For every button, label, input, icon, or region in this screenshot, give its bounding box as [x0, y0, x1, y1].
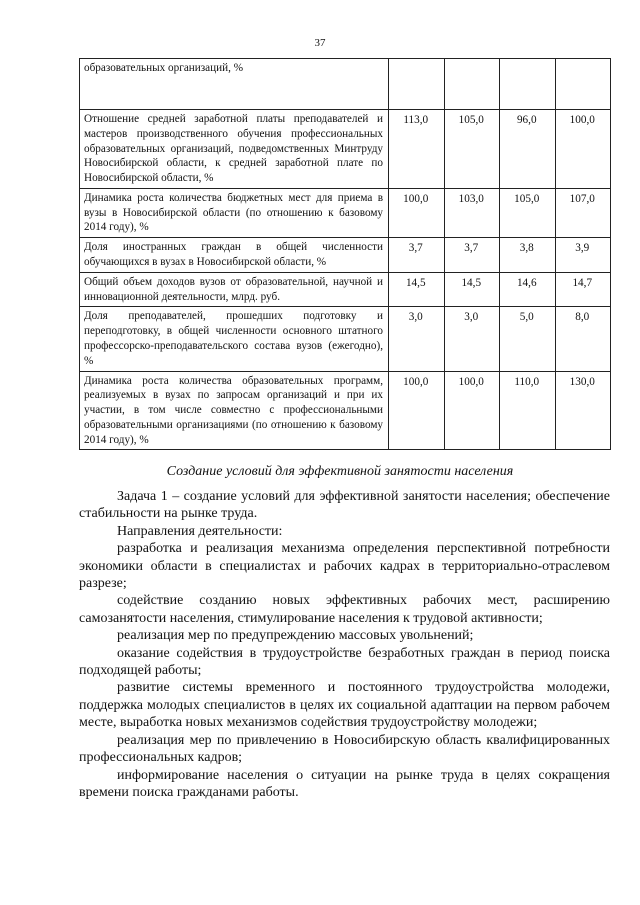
indicators-table [79, 58, 611, 450]
indicator-value: 8,0 [555, 307, 611, 371]
paragraph: содействие созданию новых эффективных рабочих мест, расширению самозанятости населения, стимулирование населения к трудовой активности; [79, 593, 610, 626]
indicator-name: образовательных организаций, % [80, 59, 389, 110]
table-row [80, 110, 611, 189]
indicator-name: Отношение средней заработной платы преподавателей и мастеров производственного обучения профессиональных образовательных организаций, подведомственных Минтруду Новосибирской области, к средней заработной плате по Новосибирской области, % [80, 110, 389, 189]
paragraph: Направления деятельности: [117, 523, 283, 539]
paragraph: Задача 1 – создание условий для эффективной занятости населения; обеспечение стабильности на рынке труда. [79, 489, 610, 522]
indicator-value: 5,0 [500, 307, 556, 371]
indicator-name: Динамика роста количества образовательных программ, реализуемых в вузах по запросам организаций и при их участии, в том числе совместно с профессиональными образовательными организациями (по отношению к базовому 2014 году), % [80, 371, 389, 450]
paragraph: разработка и реализация механизма определения перспективной потребности экономики области в специалистах и рабочих кадрах в территориально-отраслевом разрезе; [79, 541, 610, 592]
indicator-value: 100,0 [389, 371, 445, 450]
indicator-value: 105,0 [444, 110, 500, 189]
indicator-value: 3,0 [389, 307, 445, 371]
table-row [80, 371, 611, 450]
indicator-value: 3,0 [444, 307, 500, 371]
indicator-value: 3,7 [389, 238, 445, 273]
indicator-value: 14,5 [389, 272, 445, 307]
paragraph: развитие системы временного и постоянного трудоустройства молодежи, поддержка молодых специалистов в целях их социальной адаптации на первом рабочем месте, выработка новых механизмов содействия трудоустройству молодежи; [79, 680, 610, 731]
table-row [80, 238, 611, 273]
indicator-name: Доля преподавателей, прошедших подготовку и переподготовку, в общей численности основного штатного профессорско-преподавательского состава вузов (ежегодно), % [80, 307, 389, 371]
paragraph: реализация мер по предупреждению массовых увольнений; [117, 628, 474, 644]
indicator-value: 3,8 [500, 238, 556, 273]
indicator-value: 103,0 [444, 188, 500, 237]
indicator-value [444, 59, 500, 110]
paragraph: оказание содействия в трудоустройстве безработных граждан в период поиска подходящей работы; [79, 645, 610, 679]
table-row [80, 307, 611, 371]
table-row [80, 59, 611, 110]
indicator-value: 110,0 [500, 371, 556, 450]
indicator-value [389, 59, 445, 110]
table-row [80, 272, 611, 307]
indicator-value: 105,0 [500, 188, 556, 237]
table-row [80, 188, 611, 237]
section-title: Создание условий для эффективной занятости населения [166, 464, 514, 479]
indicator-name: Динамика роста количества бюджетных мест для приема в вузы в Новосибирской области (по отношению к базовому 2014 году), % [80, 188, 389, 237]
paragraph: информирование населения о ситуации на рынке труда в целях сокращения времени поиска гражданами работы. [79, 767, 610, 800]
indicator-value: 130,0 [555, 371, 611, 450]
indicator-value [555, 59, 611, 110]
indicator-name: Доля иностранных граждан в общей численности обучающихся в вузах в Новосибирской области, % [80, 238, 389, 273]
indicator-value: 3,7 [444, 238, 500, 273]
indicator-value: 100,0 [555, 110, 611, 189]
paragraph: реализация мер по привлечению в Новосибирскую область квалифицированных профессиональных кадров; [79, 732, 610, 766]
indicator-value: 100,0 [444, 371, 500, 450]
indicator-value: 3,9 [555, 238, 611, 273]
indicator-value: 14,5 [444, 272, 500, 307]
indicator-name: Общий объем доходов вузов от образовательной, научной и инновационной деятельности, млрд. руб. [80, 272, 389, 307]
indicator-value: 107,0 [555, 188, 611, 237]
indicator-value [500, 59, 556, 110]
indicator-value: 14,7 [555, 272, 611, 307]
indicator-value: 100,0 [389, 188, 445, 237]
body-text [79, 488, 610, 801]
indicator-value: 96,0 [500, 110, 556, 189]
indicator-value: 113,0 [389, 110, 445, 189]
page-number: 37 [314, 37, 326, 49]
indicator-value: 14,6 [500, 272, 556, 307]
